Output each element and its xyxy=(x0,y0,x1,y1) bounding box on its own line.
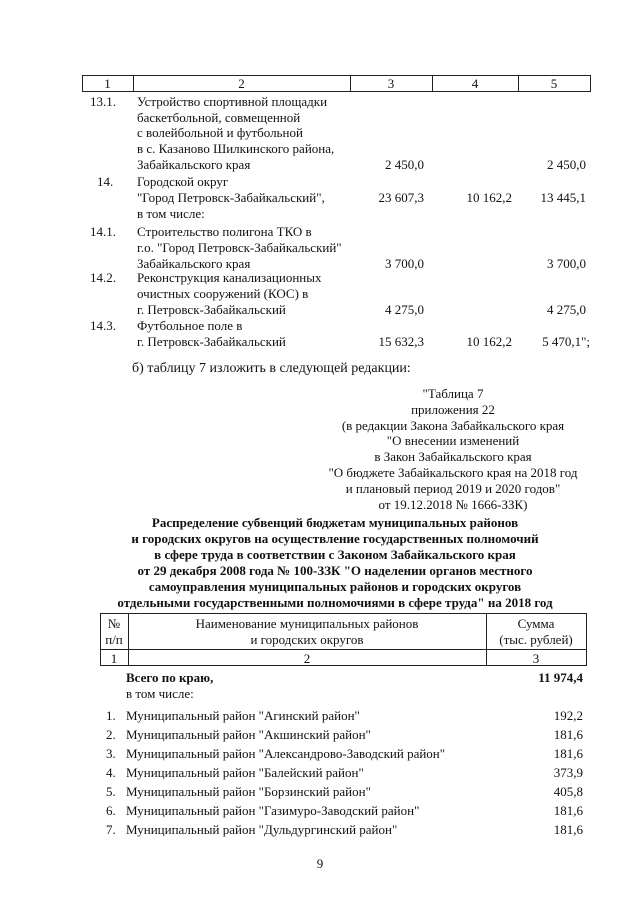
row-name-line: Футбольное поле в xyxy=(137,318,243,333)
table6-header-col1: 1 xyxy=(104,76,111,91)
row-value-col5: 5 470,1"; xyxy=(542,334,590,349)
title-line: Распределение субвенций бюджетам муниципальных районов xyxy=(151,515,519,530)
row-name-line: с волейбольной и футбольной xyxy=(137,125,303,140)
table7-header-no-sub: п/п xyxy=(105,632,123,647)
row-number: 4. xyxy=(106,765,116,780)
title-line: отдельными государственными полномочиями в сфере труда" на 2018 год xyxy=(117,595,553,610)
table7-index-2: 2 xyxy=(303,651,311,666)
row-name: Муниципальный район "Борзинский район" xyxy=(126,784,371,799)
title-line: в сфере труда в соответствии с Законом Забайкальского края xyxy=(154,547,516,562)
row-value-col3: 23 607,3 xyxy=(378,190,424,205)
total-value: 11 974,4 xyxy=(538,670,583,685)
title-line: от 29 декабря 2008 года № 100-ЗЗК "О наделении органов местного xyxy=(137,563,533,578)
table7-header-no: № xyxy=(107,616,121,631)
table7-header-name: Наименование муниципальных районов xyxy=(195,616,419,631)
row-name-line: Городской округ xyxy=(137,174,229,189)
row-number: 6. xyxy=(106,803,116,818)
caption-line: "Таблица 7 xyxy=(422,386,484,401)
row-value-col4: 10 162,2 xyxy=(466,190,512,205)
row-name-line: г. Петровск-Забайкальский xyxy=(137,334,286,349)
row-number: 7. xyxy=(106,822,116,837)
total-label: Всего по краю, xyxy=(126,670,214,685)
row-value: 405,8 xyxy=(553,784,583,799)
row-value-col3: 3 700,0 xyxy=(385,256,424,271)
row-name-line: в с. Казаново Шилкинского района, xyxy=(137,141,335,156)
caption-line: (в редакции Закона Забайкальского края xyxy=(341,418,565,433)
row-value: 192,2 xyxy=(553,708,583,723)
caption-line: приложения 22 xyxy=(411,402,495,417)
row-value-col3: 15 632,3 xyxy=(378,334,424,349)
row-name-line: г. Петровск-Забайкальский xyxy=(137,302,286,317)
table6-header-col2: 2 xyxy=(238,76,245,91)
caption-line: в Закон Забайкальского края xyxy=(374,449,532,464)
row-name-line: в том числе: xyxy=(137,206,205,221)
caption-line: "О бюджете Забайкальского края на 2018 год xyxy=(328,465,578,480)
table7-index-1: 1 xyxy=(110,651,118,666)
row-number: 14.2. xyxy=(90,270,116,285)
row-name-line: г.о. "Город Петровск-Забайкальский" xyxy=(137,240,342,255)
row-name: Муниципальный район "Акшинский район" xyxy=(126,727,371,742)
row-name-line: Строительство полигона ТКО в xyxy=(137,224,312,239)
instruction-text: б) таблицу 7 изложить в следующей редакции: xyxy=(132,361,411,376)
table6-header-col3: 3 xyxy=(387,76,395,91)
row-number: 2. xyxy=(106,727,116,742)
table7-index-3: 3 xyxy=(532,651,540,666)
row-value: 181,6 xyxy=(553,822,583,837)
row-name-line: очистных сооружений (КОС) в xyxy=(137,286,309,301)
row-value-col3: 4 275,0 xyxy=(385,302,424,317)
row-name-line: Реконструкция канализационных xyxy=(137,270,322,285)
table6-header-col5: 5 xyxy=(550,76,558,91)
row-value-col4: 10 162,2 xyxy=(466,334,512,349)
row-name: Муниципальный район "Дульдургинский район" xyxy=(126,822,398,837)
row-number: 3. xyxy=(106,746,116,761)
row-value-col5: 13 445,1 xyxy=(540,190,586,205)
row-number: 13.1. xyxy=(90,94,116,109)
row-value: 373,9 xyxy=(553,765,583,780)
row-name: Муниципальный район "Балейский район" xyxy=(126,765,364,780)
row-number: 14.1. xyxy=(90,224,116,239)
row-number: 14. xyxy=(97,174,114,189)
row-name-line: Забайкальского края xyxy=(137,157,251,172)
table7-header-sum-sub: (тыс. рублей) xyxy=(499,632,573,647)
caption-line: и плановый период 2019 и 2020 годов" xyxy=(345,481,561,496)
table7-header-sum: Сумма xyxy=(517,616,555,631)
row-name-line: Забайкальского края xyxy=(137,256,251,271)
row-name: Муниципальный район "Газимуро-Заводский район" xyxy=(126,803,420,818)
row-name: Муниципальный район "Александрово-Заводский район" xyxy=(126,746,446,761)
row-name: Муниципальный район "Агинский район" xyxy=(126,708,360,723)
row-value-col5: 2 450,0 xyxy=(547,157,586,172)
row-number: 1. xyxy=(106,708,116,723)
row-value: 181,6 xyxy=(553,727,583,742)
row-name-line: баскетбольной, совмещенной xyxy=(137,110,301,125)
page-number: 9 xyxy=(316,856,324,871)
row-value: 181,6 xyxy=(553,746,583,761)
row-value-col3: 2 450,0 xyxy=(385,157,424,172)
title-line: и городских округов на осуществление государственных полномочий xyxy=(131,531,539,546)
including-label: в том числе: xyxy=(126,686,194,701)
table6-header-col4: 4 xyxy=(471,76,479,91)
row-name-line: Устройство спортивной площадки xyxy=(137,94,328,109)
title-line: самоуправления муниципальных районов и городских округов xyxy=(148,579,522,594)
row-number: 14.3. xyxy=(90,318,116,333)
row-value: 181,6 xyxy=(553,803,583,818)
row-number: 5. xyxy=(106,784,116,799)
caption-line: от 19.12.2018 № 1666-ЗЗК) xyxy=(378,497,528,512)
caption-line: "О внесении изменений xyxy=(386,433,520,448)
row-name-line: "Город Петровск-Забайкальский", xyxy=(137,190,325,205)
row-value-col5: 3 700,0 xyxy=(547,256,586,271)
table7-header-name-sub: и городских округов xyxy=(250,632,364,647)
row-value-col5: 4 275,0 xyxy=(547,302,586,317)
